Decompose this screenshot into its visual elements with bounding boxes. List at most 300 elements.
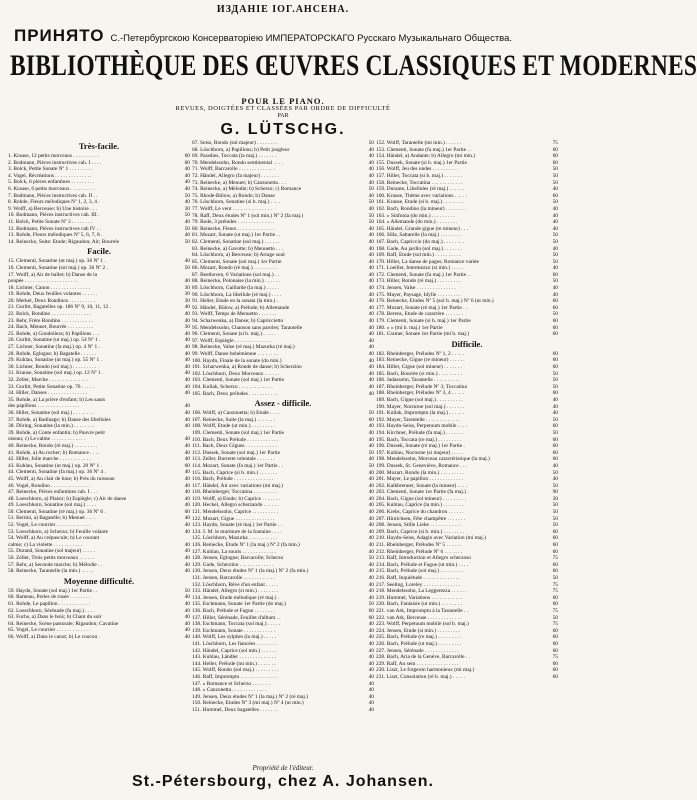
entry-price: 50 [552,278,558,285]
catalog-entry [192,351,374,358]
entry-price: 60 [552,153,558,160]
catalog-entry [376,371,558,378]
entry-title: 155. Dussek, Sonate (si b. maj.) 1er Partie [376,159,467,166]
par-label: PAR [277,113,289,119]
catalog-entry [8,548,190,555]
entry-price: 30 [184,205,190,212]
entry-price: 30 [184,284,190,291]
catalog-entry [376,489,558,496]
catalog-entry [192,502,374,509]
entry-price: 40 [368,205,374,212]
entry-title: 93. Wolff, Temps de Menuetto . . . . . . . [192,311,277,318]
catalog-entry [8,555,190,562]
entry-price: 40 [368,179,374,186]
catalog-entry [376,285,558,292]
catalog-entry [8,272,190,279]
entry-title: calme; c) La violette . . . . . . . . . . . [8,541,83,548]
entry-price: 40 [368,153,374,160]
entry-price: 75 [552,140,558,146]
entry-price: 40 [368,495,374,502]
catalog-entry [192,667,374,674]
author-name: G. LÜTSCHG. [220,121,346,138]
entry-title: 86. Mozart, Rondo (ré maj.) . . . . . . . . . [192,265,277,272]
catalog-entry [376,470,558,477]
entry-title: 139. Eschmann, Sonate . . . . . . . . . . . . [192,627,275,634]
entry-price: 40 [368,324,374,331]
entry-title: 143. Kuhlau, Ländler . . . . . . . . . . . . . . [192,654,276,661]
entry-price: 40 [368,700,374,707]
entry-title: 22. Bolck, Rondino . . . . . . . . . . . . . . . [8,311,91,318]
catalog-entry [8,298,190,305]
entry-price: 50 [552,509,558,516]
catalog-entry [192,213,374,220]
catalog-entry [376,654,558,661]
entry-price: 40 [184,456,190,463]
catalog-entry [8,450,190,457]
entry-price: 40 [368,159,374,166]
entry-title: 140. Wolff, Les sylphes (la maj.) . . . . . [192,634,277,641]
entry-title: 165. Händel, Grande gigue (re mineur) . . . [376,225,469,232]
entry-price: 40 [552,212,558,219]
catalog-entry [376,601,558,608]
section-title: Assez - difficile. [254,398,312,409]
entry-title: 108. Wolff, Etude (ut min.) . . . . . . . . . [192,423,275,430]
entry-title: 62. Loeschhorn, Sérénade (fa maj.) . . . . [8,607,95,614]
catalog-entry [8,166,190,173]
entry-price: 40 [184,416,190,423]
entry-price: 40 [184,403,190,410]
entry-title: 130. Jensen, Deux études Nº 1 (la maj.) Nº 2 (fa min.) [192,568,309,575]
entry-title: 119. Wolff, a) Etude; b) Caprice . . . . . . . [192,495,280,502]
entry-title: 218. Mendelssohn, La Leggerezza . . . . . . [376,588,467,595]
catalog-entry [376,588,558,595]
entry-price: 60 [368,607,374,614]
entry-title: 122. Mozart, Gigue . . . . . . . . . . . . . . . [192,515,275,522]
catalog-entry [192,206,374,213]
entry-title: 120. Heckel, Allegro scherzando . . . . . . [192,502,279,509]
entry-price: 40 [184,311,190,318]
catalog-entry [8,219,190,226]
entry-title: 197. Kuhlau, Nocturne (si majeur) . . . . . [376,449,464,456]
entry-price: 40 [368,515,374,522]
entry-price: 40 [368,271,374,278]
entry-title: 95. Mendelssohn, Chanson sans paroles; Tarantelle [192,324,303,331]
catalog-entry [192,621,374,628]
entry-title: 10. Bodmann, Pièces instructives cah. III . [8,212,100,219]
catalog-entry [192,575,374,582]
catalog-entry [8,568,190,575]
entry-title: 214. Bach, Prélude et Fugue (ut min.) . . . . [376,561,469,568]
catalog-entry [8,403,190,410]
entry-price: 40 [184,390,190,397]
entry-title: 229. Raff, Au sein . . . . . . . . . . . . . . . . [376,660,459,667]
catalog-columns [8,140,558,760]
entry-title: 213. Raff, Introduction et Allegro scherzoso [376,555,471,562]
catalog-column [8,140,190,760]
catalog-entry [8,594,190,601]
entry-title: 23. Behr, Frère Rondino . . . . . . . . . . . . [8,317,93,324]
entry-title: 220. Bach, Fantaisie (ut min.) . . . . . . . . [376,601,462,608]
entry-title: 87. Beethoven, 6 Variations (sol maj.) . . [192,271,280,278]
entry-title: 58. Reinecke, Tarantelle (la min.) . . . . . [8,568,94,575]
entry-title: 94. Scharwenka, a) Danse; b) Capriccietto [192,318,284,325]
entry-title: 15. Clementi, Sonatine (ut maj.) op. 36 Nº 1 . [8,258,106,265]
entry-price: 50 [552,522,558,529]
catalog-entry [8,397,190,404]
entry-price: 40 [368,706,374,713]
entry-title: 30. Lichner, Rondo (sol maj.) . . . . . . . . . [8,363,96,370]
entry-price: 40 [552,396,558,403]
entry-price: 40 [368,298,374,305]
entry-price: 60 [552,548,558,555]
catalog-entry [8,634,190,641]
entry-price: 50 [552,179,558,186]
entry-title: 38. Döring, Sonatine (la min.) . . . . . . . . [8,423,95,430]
entry-title: 170. Hiller, La danse de pages; Romance variée [376,258,479,265]
entry-price: 40 [184,317,190,324]
entry-title: 63. Fuchs, a) Dans le bois; b) Chant du soir [8,614,102,621]
publisher-line: St.-Pétersbourg, chez A. Johansen. [132,773,434,790]
catalog-entry [376,648,558,655]
entry-price: 40 [368,429,374,436]
entry-title: 29. Kuhlau, Sonatine (ut maj.) op. 55 Nº 1 . [8,357,102,364]
entry-price: 40 [368,370,374,377]
entry-title: 33. Gurlitt, Petite Sonatine op. 76 . . . . . [8,383,94,390]
entry-title: 105. Bach, Deux préludes . . . . . . . . . . . [192,390,278,397]
entry-price: 40 [368,680,374,687]
catalog-entry [192,384,374,391]
entry-title: 142. Händel, Caprice (sol min.) . . . . . . [192,647,277,654]
entry-price: 40 [368,364,374,371]
entry-price: 40 [368,568,374,575]
catalog-entry [376,568,558,575]
entry-price: 40 [368,291,374,298]
catalog-entry [8,535,190,542]
entry-title: 25. Rohde, a) Gondoliera; b) Papillons . . . [8,330,100,337]
entry-price: 40 [184,489,190,496]
entry-price: 40 [552,186,558,193]
entry-title: 190. Mayer, Nocturne (sol maj.) . . . . . . . [376,403,465,410]
entry-title: 185. Bach, Bourrée (si min.) . . . . . . . . . [376,370,462,377]
catalog-entry [376,153,558,160]
entry-title: 231. Liszt, Consolation (ré b. maj.) . . . . . [376,673,466,680]
catalog-entry [376,219,558,226]
catalog-entry [192,199,374,206]
entry-price: 40 [184,383,190,390]
entry-title: 124. J. M. le murmure de la fontaine . . . . [192,528,282,535]
catalog-entry [376,417,558,424]
entry-price: 50 [552,377,558,384]
catalog-entry [376,516,558,523]
catalog-entry [376,199,558,206]
entry-price: 40 [368,383,374,390]
entry-title: 64. Reinecke, Scène pastorale; Rigaudon; Cavatine [8,620,119,627]
entry-price: 40 [368,588,374,595]
entry-price: 75 [552,621,558,628]
entry-price: 90 [552,489,558,496]
catalog-entry [376,621,558,628]
entry-price: 40 [184,482,190,489]
catalog-entry [192,496,374,503]
entry-price: 60 [552,357,558,364]
entry-title: 192. Mayer, Tarentelle . . . . . . . . . . . . . [376,416,460,423]
entry-title: 115. Bach, Caprice (si b. min.) . . . . . . . [192,469,277,476]
catalog-entry [192,529,374,536]
entry-title: 7. Bodmann, Pièces instructives cah. II . . [8,192,98,199]
entry-title: 164. » Allemande (do min.) . . . . . . . . [376,219,458,226]
catalog-entry [8,199,190,206]
entry-title: 177. Mozart, Sonate (ré maj.) 1er Partie . . [376,304,468,311]
catalog-column [192,140,374,760]
entry-price: 40 [368,357,374,364]
entry-title: 112. Dussek, Sonate (sol maj.) 1er Partie [192,449,280,456]
entry-title: 191. Kullak, Impromptu (la maj.) . . . . . . [376,410,465,417]
entry-title: 20. Merkel, Deux Rondinos . . . . . . . . . . [8,297,95,304]
entry-price: 60 [552,647,558,654]
catalog-entry [8,443,190,450]
entry-price: 40 [368,285,374,292]
entry-price: 40 [184,199,190,206]
entry-title: 92. Händel, Bülow, a) Prélude; b) Allemande [192,304,290,311]
entry-price: 75 [552,588,558,595]
entry-title: 103. Clementi, Sonate (sol maj.) 1er Partie [192,377,285,384]
entry-price: 40 [184,548,190,555]
entry-title: 228. Bach, Aria de la Genève, Barcarolle . . [376,654,470,661]
entry-title: 51. Bertini, a) Bagatelle; b) Menuet . . . . [8,515,96,522]
entry-title: 75. Rhode-Bülow, a) Rondo; b) Danse [192,192,275,199]
entry-title: 221. van Ark, Impromptu à la Tarantelle . . [376,607,469,614]
entry-price: 40 [368,687,374,694]
entry-title: 47. Reinecke, Pièces enfantines cah. I . . . [8,489,98,496]
entry-price: 40 [184,172,190,179]
entry-title: 217. Seeling, Loreley . . . . . . . . . . . . . . [376,581,461,588]
entry-title: 91. Heller, Etude en la sonata (la min.) . [192,298,279,305]
entry-title: 70. Mendelssohn, Rondo sentimental . . . . [192,159,283,166]
entry-price: 50 [184,238,190,245]
entry-title: 169. Raff, Etude (sol min.) . . . . . . . . . . [376,252,461,259]
catalog-entry [8,193,190,200]
entry-price: 40 [368,522,374,529]
entry-price: 60 [184,159,190,166]
entry-title: 73. Reinecke, a) Menuet; b) Canzonetta . . . [192,179,286,186]
entry-title: 166. Silla, Saltarelle (la maj.) . . . . . . . . [376,232,461,239]
entry-title: 19. Rohde, Deux feuilles volantes . . . . . . [8,291,98,298]
catalog-entry [192,681,374,688]
entry-price: 40 [368,476,374,483]
catalog-entry [192,588,374,595]
entry-price: 40 [184,620,190,627]
entry-price: 60 [552,535,558,542]
entry-title: 172. Clementi, Sonate (fa maj.) 1er Partie . . [376,271,472,278]
entry-price: 40 [184,555,190,562]
entry-price: 40 [368,509,374,516]
catalog-entry [192,489,374,496]
entry-title: 24. Bach, Menuet, Bourrée . . . . . . . . . . [8,324,94,331]
entry-price: 40 [552,285,558,292]
property-note: Propriété de l'éditeur. [252,764,314,772]
entry-title: 174. Jensen, Valse . . . . . . . . . . . . . . . [376,285,456,292]
entry-title: 227. Jensen, Sérénade . . . . . . . . . . . . . [376,647,459,654]
entry-price: 40 [184,627,190,634]
entry-price: 40 [368,166,374,173]
catalog-entry [376,463,558,470]
entry-price: 60 [552,159,558,166]
entry-price: 40 [368,489,374,496]
catalog-entry [192,456,374,463]
entry-title: 81. Mozart, Sonate (ut maj.) 1er Partie . . [192,232,281,239]
entry-price: 50 [552,482,558,489]
entry-title: 14. Reinecke, Suite: Etude; Rigaudon; Air; Bourrée [8,238,120,245]
catalog-entry [192,549,374,556]
entry-title: 78. Raff, Deux études Nº 1 (sol min.) Nº 2 (fa maj.) [192,212,304,219]
entry-price: 40 [184,232,190,239]
catalog-entry [376,582,558,589]
catalog-entry [8,357,190,364]
entry-title: 61. Rohde, Le papillon . . . . . . . . . . . . [8,601,90,607]
entry-price: 40 [368,634,374,641]
entry-title: 205. Kuhlau, Caprice (la min.) . . . . . . . . [376,502,464,509]
catalog-entry [8,476,190,483]
entry-title: 45. Wolff, a) Au clair de lune; b) Près du ruisseau [8,475,115,482]
entry-price: 60 [552,350,558,357]
entry-title: 116. Bach, Prélude . . . . . . . . . . . . . . . [192,476,274,483]
catalog-entry [192,601,374,608]
entry-price [178,272,190,279]
entry-title: 96. Clementi, Sonate (si b. maj.) . . . . . [192,331,276,338]
catalog-entry [8,601,190,608]
catalog-entry [192,700,374,707]
catalog-entry [376,318,558,325]
catalog-entry [192,608,374,615]
catalog-entry [192,430,374,437]
catalog-entry [376,522,558,529]
entry-price: 60 [552,601,558,608]
entry-title: 72. Händel, Allegro (fa majeur) . . . . . . . [192,172,279,179]
entry-title: 198. Mendelssohn, Morceau caractéristique (la maj.) [376,456,490,463]
entry-title: 17. Wolff, a) Air de ballet; b) Danse de la [8,271,98,278]
catalog-entry [376,430,558,437]
catalog-entry [376,239,558,246]
entry-title: 171. Loeillet, Intermezzo (si min.) . . . . . [376,265,464,272]
entry-price: 40 [368,654,374,661]
entry-title: 101. Scharwenka, a) Ronde de danse; b) Scherzino [192,364,302,371]
entry-title: 216. Raff, Inquiétude . . . . . . . . . . . . . . [376,575,460,581]
entry-price: 50 [368,462,374,469]
entry-title: 211. Rheinberger, Préludes Nº 5 . . . . . . [376,542,462,549]
entry-price: 40 [184,607,190,614]
entry-title: 188. Rheinberger, Préludes Nº 3, 4 . . . . . [376,390,465,397]
entry-price: 40 [368,436,374,443]
catalog-entry [192,674,374,681]
entry-title: 133. Händel, Allegro (si min.) . . . . . . . . [192,588,279,595]
catalog-entry [8,160,190,167]
entry-price: 40 [184,528,190,535]
catalog-entry [376,397,558,404]
catalog-entry [8,265,190,272]
catalog-entry [376,423,558,430]
entry-price: 50 [368,449,374,456]
entry-price: 40 [184,522,190,529]
entry-price: 40 [368,621,374,628]
entry-price: 40 [184,449,190,456]
catalog-entry [376,384,558,391]
catalog-entry [8,390,190,397]
entry-title: 59. Haydn, Sonate (sol maj.) 1er Partie . . [8,587,98,594]
entry-title: 194. Kirchner, Prélude (fa maj.) . . . . . . . [376,429,464,436]
entry-price: 40 [552,219,558,226]
entry-price: 60 [552,542,558,549]
catalog-entry [8,232,190,239]
catalog-entry [192,483,374,490]
entry-price: 50 [552,515,558,522]
catalog-entry [8,522,190,529]
catalog-entry [376,140,558,147]
catalog-entry [192,318,374,325]
catalog-entry [192,252,374,259]
entry-title: 201. Mayer, Le papillon . . . . . . . . . . . . . [376,476,464,483]
entry-price: 40 [368,423,374,430]
entry-price: 40 [368,693,374,700]
entry-price: 40 [184,377,190,383]
entry-price: 40 [368,535,374,542]
catalog-entry [8,627,190,634]
entry-price: 60 [368,614,374,621]
entry-price: 40 [368,542,374,549]
entry-title: 206. Krebs, Caprice du chandron . . . . . . [376,509,464,516]
catalog-entry [192,634,374,641]
subtitle-note: REVUES, DOIGTÉES ET CLASSÉES PAR ORDRE DE DIFFICULTÉ [175,105,391,112]
entry-title: 80. Reinecke, Fleurs . . . . . . . . . . . . . . [192,225,275,232]
entry-price: 40 [184,218,190,225]
catalog-entry [376,298,558,305]
catalog-entry [8,212,190,219]
catalog-entry [192,648,374,655]
entry-price: 40 [184,185,190,192]
entry-price: 40 [368,502,374,509]
entry-title: 111. Bach, Deux Gigues . . . . . . . . . . . . [192,443,277,450]
entry-title: 127. Kuhlau, La souris . . . . . . . . . . . . . [192,548,277,555]
catalog-entry [8,186,190,193]
entry-price: 50 [368,410,374,417]
catalog-entry [376,575,558,582]
catalog-entry [376,252,558,259]
entry-price: 30 [552,495,558,502]
entry-title: 42. Hiller, Jolie marche . . . . . . . . . . . . [8,456,91,463]
entry-price: 40 [552,410,558,417]
entry-title: 50. Clementi, Sonatine (ré maj.) op. 36 Nº 6 . [8,508,106,515]
entry-title: 146. Raff, Impromptu . . . . . . . . . . . . . . [192,673,277,680]
entry-title: 212. Rheinberger, Prélude Nº 6 . . . . . . . [376,548,463,555]
catalog-entry [8,489,190,496]
entry-title: 11. Bolck, Petite Sonate Nº 3 . . . . . . . . [8,218,93,225]
entry-title: 180. » » (mi b. maj.) 1er Partie [376,324,443,331]
entry-title: 48. Loeschhorn, a) Plaisir; b) Espiègle; c) Air de danse [8,495,127,502]
entry-title: 85. Clementi, Sonate (sol maj.) 1er Partie [192,258,282,265]
entry-title: 223. Wolff, Perpetuum mobile (sol b. maj.) [376,621,469,628]
catalog-entry [192,219,374,226]
entry-price: 75 [552,581,558,588]
entry-title: 131. Jensen, Barcarolle . . . . . . . . . . . . [192,575,275,581]
catalog-entry [376,331,558,338]
entry-price: 40 [184,337,190,344]
entry-title: 88. Reinecke, Polonaise (la min.) . . . . . . [192,278,280,285]
entry-title: 118. Rheinberger, Toccatina . . . . . . . . . [192,489,277,496]
entry-title: poupée . . . . . . . . . . . . . . . . . . . . [8,278,78,285]
entry-price: 40 [552,462,558,469]
entry-price: 60 [552,667,558,674]
entry-price: 40 [368,581,374,588]
entry-title: 210. Haydn-Seiss, Adagio avec Variation (mi maj.) [376,535,486,542]
